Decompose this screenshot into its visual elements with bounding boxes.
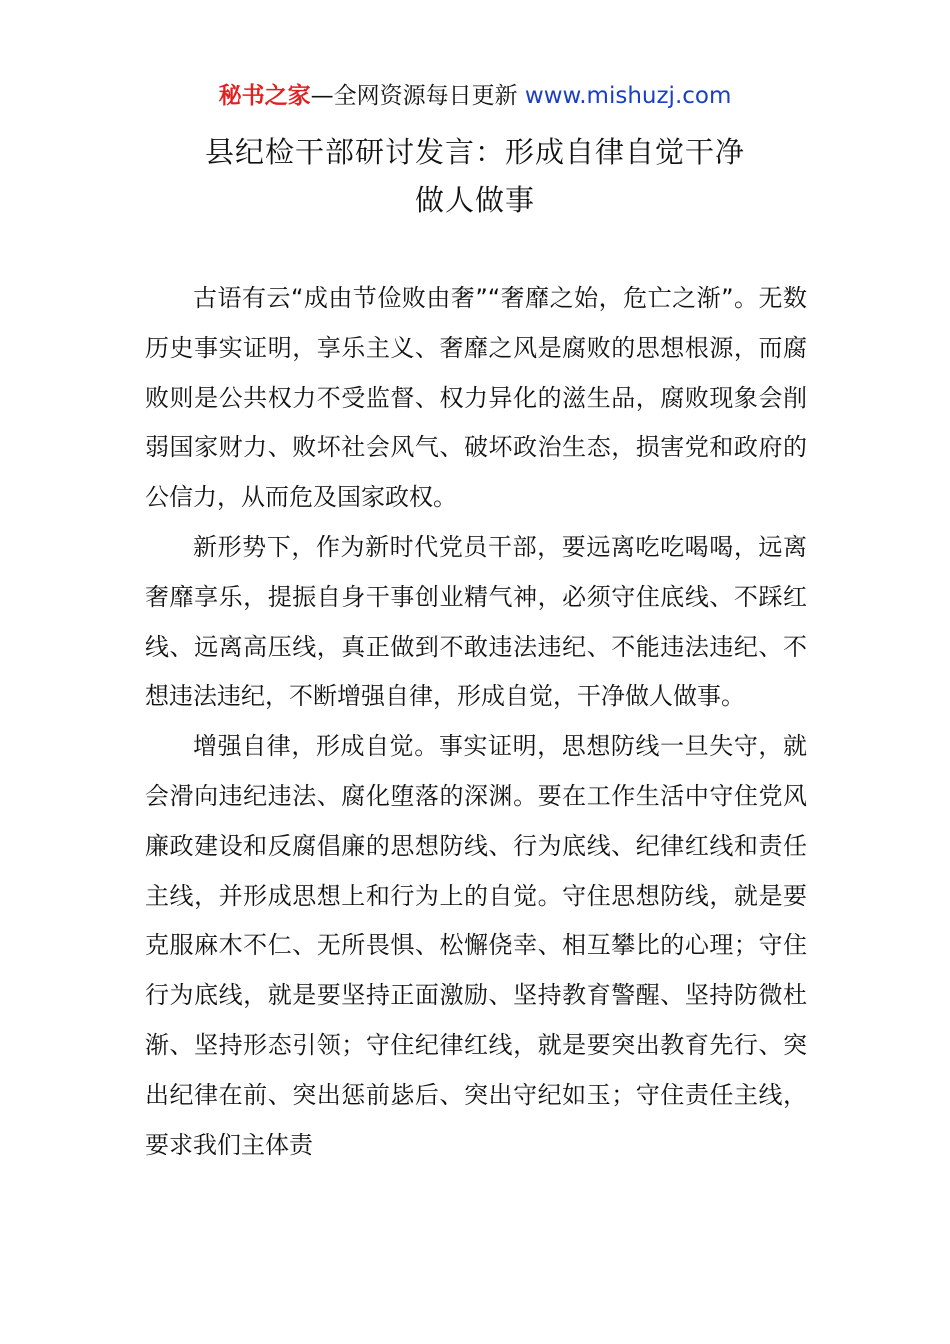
title-line-2: 做人做事	[414, 183, 535, 217]
paragraph-1: 古语有云“成由节俭败由奢”“奢靡之始，危亡之渐”。无数历史事实证明，享乐主义、奢靡之风是腐败的思想根源，而腐败则是公共权力不受监督、权力异化的滋生品，腐败现象会削弱国家财力、败坏社会风气、破坏政治生态，损害党和政府的公信力，从而危及国家政权。	[145, 284, 807, 512]
document-title	[0, 128, 950, 224]
site-slogan: —全网资源每日更新	[310, 83, 518, 109]
site-url-link[interactable]: www.mishuzj.com	[524, 83, 732, 109]
paragraph-2: 新形势下，作为新时代党员干部，要远离吃吃喝喝，远离奢靡享乐，提振自身干事创业精气神，必须守住底线、不踩红线、远离高压线，真正做到不敢违法违纪、不能违法违纪、不想违法违纪，不断增强自律，形成自觉，干净做人做事。	[145, 532, 807, 711]
site-brand: 秘书之家	[218, 83, 311, 109]
document-body	[145, 274, 807, 1170]
paragraph-3: 增强自律，形成自觉。事实证明，思想防线一旦失守，就会滑向违纪违法、腐化堕落的深渊。要在工作生活中守住党风廉政建设和反腐倡廉的思想防线、行为底线、纪律红线和责任主线，并形成思想上和行为上的自觉。守住思想防线，就是要克服麻木不仁、无所畏惧、松懈侥幸、相互攀比的心理；守住行为底线，就是要坚持正面激励、坚持教育警醒、坚持防微杜渐、坚持形态引领；守住纪律红线，就是要突出教育先行、突出纪律在前、突出惩前毖后、突出守纪如玉；守住责任主线，要求我们主体责	[145, 732, 807, 1159]
site-header	[0, 80, 950, 112]
title-line-1: 县纪检干部研讨发言：形成自律自觉干净	[204, 135, 745, 169]
